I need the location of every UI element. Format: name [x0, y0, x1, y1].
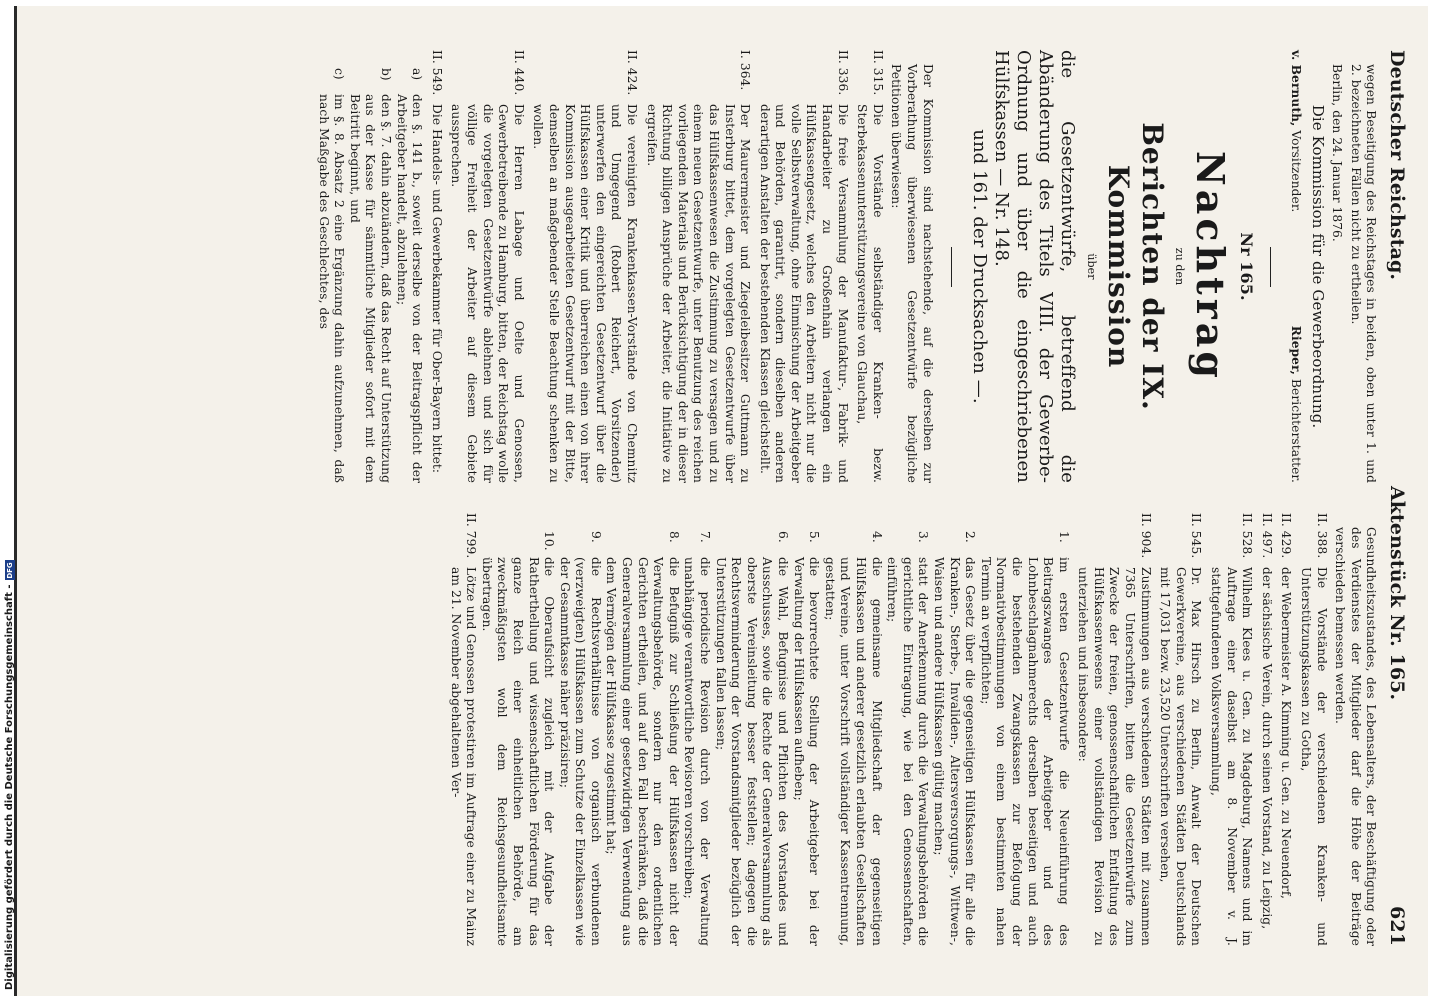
credit-text: Digitalisierung gefördert durch die Deutsche Forschungsgemeinschaft -: [4, 584, 15, 990]
petition-entry: II. 388. Die Vorstände der verschiedenen Kranken- und Unterstützungskassen zu Gotha,: [1299, 513, 1329, 946]
numbered-item: 2. das Gesetz über die gegenseitigen Hülfskassen für alle die Kranken-, Sterbe-, Invaliden-, Altersversorgungs-, Wittwen-, Waisen und andere Hülfskassen gültig machen;: [931, 531, 978, 946]
document-number: Nr 165.: [1237, 232, 1257, 301]
rotated-document-page: [14, 6, 1428, 996]
sub-item: c) im §. 8. Absatz 2 eine Ergänzung dahin aufzunehmen, daß nach Maßgabe des Geschlechtes, des: [316, 68, 347, 483]
petition-entry: II. 799. Lötze und Genossen protestiren im Auftrage einer zu Mainz am 21. November abgehaltenen Ver-: [448, 513, 479, 946]
document-title: Nachtrag: [1187, 151, 1233, 382]
petition-entry: II. 424. Die vereinigten Krankenkassen-Vorstände von Chemnitz und Umgegend (Robert Reichert, Vorsitzender) unterwerfen den eingereichten Gesetzentwurf über die Hülfskassen einer Kritik und überreichen einen von ihrer Kommission ausgearbeiteten Gesetzentwurf mit der Bitte, demselben an maßgebender Stelle Beachtung schenken zu wollen.: [531, 50, 639, 483]
separator-rule: [1270, 247, 1271, 287]
numbered-item: 4. die gemeinsame Mitgliedschaft der gegenseitigen Hülfskassen und anderer gesetzlich erlaubten Gesellschaften und Vereine, unter Vorschrift vollständiger Kassentrennung, gestatten;: [822, 531, 884, 946]
petition-entry: II. 497. der sächsische Verein, durch seinen Vorstand, zu Leipzig,: [1259, 513, 1274, 930]
petition-entry: II. 549. Die Handels- und Gewerbekammer für Ober-Bayern bittet:: [429, 50, 444, 474]
intro-paragraph: Der Kommission sind nachstehende, auf die derselben zur Vorberathung überwiesenen Gesetzentwürfe bezügliche Petitionen überwiesen:: [889, 64, 935, 483]
petition-entry: II. 315. Die Vorstände selbständiger Kranken- bezw. Sterbekassenunterstützungsvereine von Glauchau,: [855, 50, 885, 483]
digitization-credit: [4, 0, 15, 1000]
sub-item: b) den §. 7. dahin abzuändern, daß das Recht auf Unterstützung aus der Kasse für sämmtliche Mitglieder sofort mit dem Beitritt beginnt, und: [347, 68, 394, 483]
petition-entry: II. 904. Zustimmungen aus verschiedenen Städten mit zusammen 7365 Unterschriften, bitten die Gesetzentwürfe zum Zwecke der freien, genossenschaftlichen Entfaltung des Hülfskassenwesens einer vollständigen Revision zu unterziehen und insbesondere:: [1076, 513, 1153, 946]
continued-text-right: Gesundheitszustandes, des Lebensalters, der Beschäftigung oder des Verdienstes der Mitglieder darf die Höhe der Beiträge verschieden bemessen werden.: [1333, 527, 1379, 946]
zu-den-label: zu den: [1172, 247, 1186, 286]
numbered-item: 7. die periodische Revision durch von der Verwaltung unabhängige verantwortliche Revisoren vorschreiben;: [682, 531, 713, 946]
right-column: [315, 513, 1378, 946]
numbered-item: 10. die Oberaufsicht zugleich mit der Aufgabe der Ratherthellung und wissenschaftlichen Förderung für das ganze Reich einer einheitlichen Behörde, am zweckmäßigsten wohl dem Reichsgesundheitsamte übertragen.: [479, 531, 557, 946]
numbered-item: 9. die Rechtsverhältnisse von organisch verbundenen (verzweigten) Hülfskassen zum Schutze der Einzelkassen wie der Gesammtkasse näher präzisiren;: [557, 531, 603, 946]
signatures: [1287, 50, 1303, 483]
place-date: Berlin, den 24. Januar 1876.: [1330, 64, 1345, 242]
running-title: Deutscher Reichstag.: [1386, 50, 1408, 281]
dfg-logo-icon: DFG: [5, 562, 14, 579]
numbered-item: 6. die Wahl, Befugnisse und Pflichten des Vorstandes und Ausschusses, sowie die Rechte der Generalversammlung als oberste Vereinsleitung besser feststellen; dagegen die Rechtsverminderung der Vorstandsmitglieder bezüglich der Unterstützungen fallen lassen;: [713, 531, 791, 946]
petition-entry: II. 528. Wilhelm Klees u. Gen. zu Magdeburg, Namens und im Auftrage einer daselbst am 8. November v. J. stattgefundenen Volksversammlung,: [1209, 513, 1255, 946]
separator-rule-2: [951, 247, 952, 287]
ueber-label: über: [1085, 253, 1099, 280]
page-header: [1386, 50, 1408, 946]
subject-text: die Gesetzentwürfe, betreffend die Abänderung des Titels VIII. der Gewerbe-Ordnung und über die eingeschriebenen Hülfskassen — Nr. 148. und 161. der Drucksachen —.: [968, 50, 1078, 483]
left-column: [315, 50, 1378, 483]
continued-text: wegen Beseitigung des Reichstages in beiden, oben unter 1. und 2. bezeichneten Fällen nicht zu ertheilen.: [1348, 64, 1379, 483]
numbered-item: 1. im ersten Gesetzentwurfe die Neueinführung des Beitragszwanges der Arbeitgeber und des Lohnbeschlagnahmerechts derselben beseitigen und auch die bestehenden Zwangskassen zur Befolgung der Normativbestimmungen von einem bestimmten nahen Termin an verpflichten;: [978, 531, 1071, 946]
petition-entry: II. 440. Die Herren Labage und Oelte und Genossen, Gewerbetreibende zu Hamburg, bitten, der Reichstag wolle die vorgelegten Gesetzentwürfe ablehnen und sich für völlige Freiheit der Arbeiter auf diesem Gebiete aussprechen.: [449, 50, 526, 483]
numbered-item: 5. die bevorrechtete Stellung der Arbeitgeber bei der Verwaltung der Hülfskassen aufheben;: [791, 531, 822, 946]
page-number: 621: [1386, 906, 1408, 946]
numbered-item: 3. statt der Anerkennung durch die Verwaltungsbehörden die gerichtliche Eintragung, wie bei den Genossenschaften, einführen;: [885, 531, 931, 946]
signature-left: v. Bernuth, Vorsitzender.: [1289, 50, 1304, 213]
petition-entry: II. 429. der Webermeister A. Kimming u. Gen. zu Neuendorf,: [1279, 513, 1294, 900]
signature-right: Rieper, Berichterstatter.: [1289, 325, 1304, 483]
petition-entry: II. 336. Die freie Versammlung der Manufaktur-, Fabrik- und Handarbeiter zu Großenhain verlangen ein Hülfskassengesetz, welches den Arbeitern nicht nur die volle Selbstverwaltung, ohne Einmischung der Arbeitgeber und Behörden, garantirt, sondern dieselben anderen derartigen Anstalten der bestehenden Klassen gleichstellt.: [757, 50, 850, 483]
petition-entry: II. 545. Dr. Max Hirsch zu Berlin, Anwalt der Deutschen Gewerkvereine, aus verschiedenen Städten Deutschlands mit 17,031 bezw. 23,520 Unterschriften versehen,: [1158, 513, 1204, 946]
sub-item: a) den §. 141 b., soweit derselbe von der Beitragspflicht der Arbeitgeber handelt, abzulehnen;: [394, 68, 425, 483]
aktenstueck-label: Aktenstück Nr. 165.: [1386, 485, 1408, 701]
numbered-item: 8. die Befugniß zur Schließung der Hülfskassen nicht der Verwaltungsbehörde, sondern nur den ordentlichen Gerichten ertheilen, und auf den Fall beschränken, daß die Generalversammlung einer gesetzwidrigen Verwendung aus dem Vermögen der Hülfskasse zugestimmt hat;: [604, 531, 681, 946]
petition-entry: I. 364. Der Maurermeister und Ziegeleibesitzer Guttmann zu Insterburg bittet, dem vorgelegten Gesetzentwurfe über das Hülfskassenwesen die Zustimmung zu versagen und zu einem neuen Gesetzentwurfe, unter Benutzung des reichen vorliegenden Materials und Berücksichtigung der in dieser Richtung billigen Ansprüche der Arbeiter, die Initiative zu ergreifen.: [644, 50, 753, 483]
berichten-heading: Berichten der IX. Kommission: [1102, 122, 1170, 411]
commission-line: Die Kommission für die Gewerbeordnung.: [1308, 104, 1327, 429]
